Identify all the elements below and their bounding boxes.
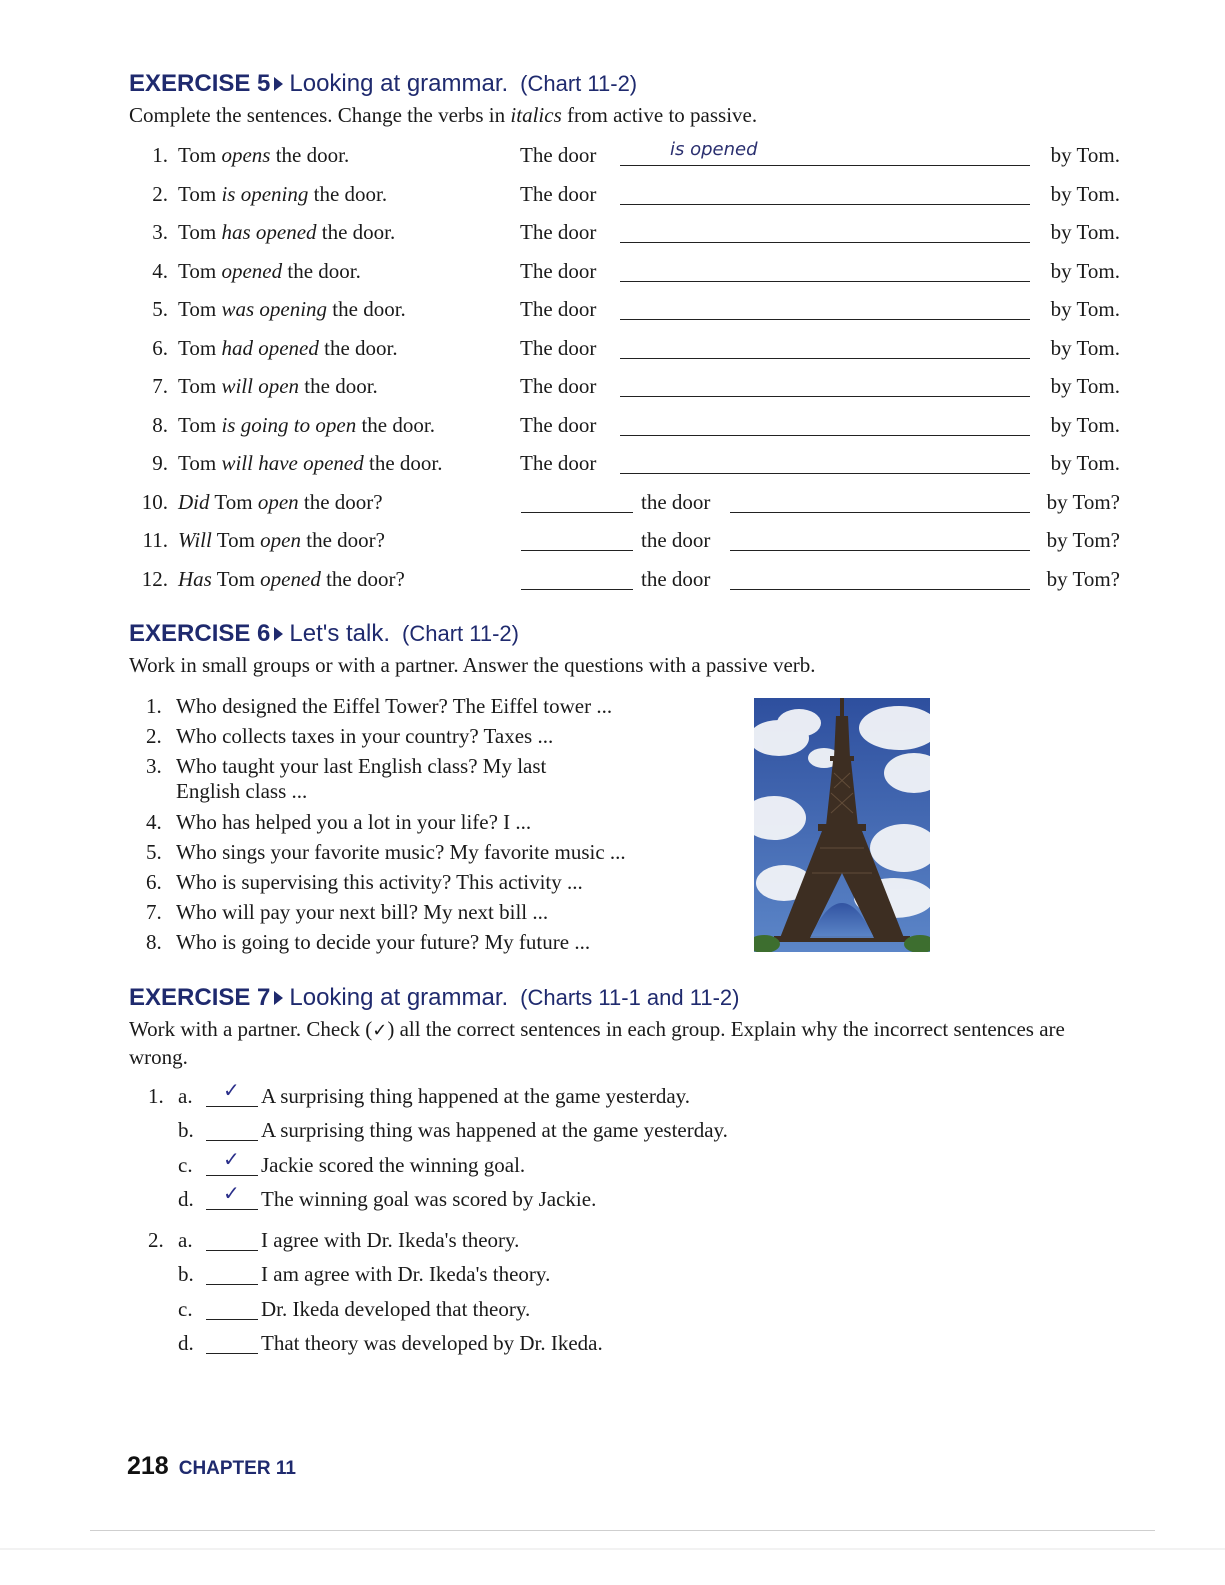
active-sentence xyxy=(178,220,395,245)
active-sentence xyxy=(178,297,406,322)
by-tom-label: by Tom. xyxy=(1050,143,1120,167)
exercise6-label: EXERCISE 6 xyxy=(129,620,271,647)
check-item xyxy=(148,1262,848,1292)
instruction-text-end: ) all the correct sentences in each group. Explain why the incorrect sentences are wrong. xyxy=(129,1017,1065,1069)
check-mark-icon: ✓ xyxy=(223,1078,240,1102)
sentence-verb: open xyxy=(257,489,299,514)
sentence-text: A surprising thing was happened at the game yesterday. xyxy=(261,1118,728,1143)
sentence-part: Tom xyxy=(211,566,261,591)
sentence-part: the door. xyxy=(327,297,406,321)
checkbox-blank[interactable] xyxy=(206,1230,258,1251)
exercise7-title: Looking at grammar. xyxy=(289,984,509,1011)
answer-blank[interactable] xyxy=(620,453,1030,474)
exercise5-chart-ref: (Chart 11-2) xyxy=(520,71,638,96)
item-letter: c. xyxy=(178,1296,193,1321)
answer-blank[interactable] xyxy=(620,338,1030,359)
exercise-row xyxy=(130,374,1120,412)
item-number: 7. xyxy=(146,900,162,924)
sentence-part: the door. xyxy=(316,220,396,244)
instruction-italic: italics xyxy=(510,103,562,127)
question-text: Who is supervising this activity? This activity ... xyxy=(176,870,583,894)
sentence-verb: will have opened xyxy=(221,451,364,475)
answer-text: is opened xyxy=(670,139,758,160)
active-sentence xyxy=(178,143,349,168)
sentence-part: Tom xyxy=(211,528,261,552)
door-label: the door xyxy=(641,489,711,514)
check-icon: ✓ xyxy=(372,1020,388,1041)
door-label: the door xyxy=(641,528,711,552)
check-item xyxy=(148,1078,848,1114)
door-label: The door xyxy=(520,335,597,360)
question-item xyxy=(146,724,726,749)
triangle-icon xyxy=(274,627,283,641)
item-number: 6. xyxy=(152,335,168,360)
exercise-row xyxy=(130,490,1120,528)
answer-blank[interactable] xyxy=(521,569,633,590)
exercise-row xyxy=(130,528,1120,566)
item-number: 4. xyxy=(146,810,162,834)
question-text: Who has helped you a lot in your life? I ... xyxy=(176,810,532,834)
item-number: 5. xyxy=(146,840,162,864)
sentence-verb: Will xyxy=(178,528,212,552)
exercise7-label: EXERCISE 7 xyxy=(129,984,271,1011)
active-sentence xyxy=(178,259,361,284)
question-text: English class ... xyxy=(176,779,308,803)
answer-blank[interactable] xyxy=(521,530,633,551)
exercise-row xyxy=(130,413,1120,451)
door-label: The door xyxy=(520,412,597,437)
exercise6-heading xyxy=(129,620,519,648)
checkbox-blank[interactable] xyxy=(206,1264,258,1285)
sentence-part: Tom xyxy=(178,181,222,206)
item-number: 11. xyxy=(142,528,168,552)
active-sentence xyxy=(178,374,378,399)
check-item xyxy=(148,1146,848,1183)
item-number: 12. xyxy=(141,566,168,591)
item-number: 7. xyxy=(152,374,168,398)
item-number: 6. xyxy=(146,870,162,894)
sentence-part: the door? xyxy=(320,566,405,591)
sentence-text: Jackie scored the winning goal. xyxy=(261,1152,526,1177)
sentence-text: That theory was developed by Dr. Ikeda. xyxy=(261,1330,603,1355)
instruction-text: Complete the sentences. Change the verbs in xyxy=(129,103,511,127)
sentence-part: Tom xyxy=(209,489,258,514)
door-label: the door xyxy=(641,566,711,591)
item-number: 2. xyxy=(152,181,168,206)
door-label: The door xyxy=(520,143,597,167)
exercise7-instruction xyxy=(129,1016,1119,1071)
sentence-part: Tom xyxy=(178,335,222,360)
question-text: Who will pay your next bill? My next bill ... xyxy=(176,900,549,924)
item-number: 1. xyxy=(146,694,162,718)
sentence-text: Dr. Ikeda developed that theory. xyxy=(261,1296,531,1321)
sentence-verb: Has xyxy=(178,566,212,591)
sentence-part: the door. xyxy=(270,143,350,167)
exercise7-heading xyxy=(129,984,739,1012)
question-item xyxy=(146,870,726,895)
active-sentence xyxy=(178,490,383,515)
sentence-text: I agree with Dr. Ikeda's theory. xyxy=(261,1228,520,1252)
active-sentence xyxy=(178,451,443,476)
answer-blank[interactable] xyxy=(620,261,1030,282)
item-number: 3. xyxy=(152,220,168,244)
sentence-verb: is going to open xyxy=(221,412,357,437)
by-tom-label: by Tom? xyxy=(1046,566,1120,591)
sentence-verb: had opened xyxy=(221,335,319,360)
question-item xyxy=(146,840,726,865)
active-sentence xyxy=(178,567,405,592)
by-tom-label: by Tom. xyxy=(1050,220,1120,244)
sentence-text: The winning goal was scored by Jackie. xyxy=(261,1186,597,1211)
answer-blank[interactable] xyxy=(620,415,1030,436)
page-number: 218 xyxy=(127,1452,169,1480)
door-label: The door xyxy=(520,374,597,398)
checkbox-blank[interactable] xyxy=(206,1120,258,1141)
sentence-part: the door? xyxy=(298,489,383,514)
group-number: 1. xyxy=(148,1084,164,1108)
active-sentence xyxy=(178,528,385,553)
answer-blank[interactable] xyxy=(620,184,1030,205)
sentence-text: I am agree with Dr. Ikeda's theory. xyxy=(261,1262,551,1287)
sentence-part: Tom xyxy=(178,412,222,437)
sentence-part: the door? xyxy=(301,528,385,552)
exercise-row xyxy=(130,297,1120,335)
sentence-part: the door. xyxy=(356,412,435,437)
question-item xyxy=(146,694,726,719)
door-label: The door xyxy=(520,258,597,283)
exercise6-title: Let's talk. xyxy=(289,620,391,647)
item-number: 3. xyxy=(146,754,162,778)
item-letter: a. xyxy=(178,1084,193,1108)
check-item xyxy=(148,1297,848,1327)
by-tom-label: by Tom. xyxy=(1050,335,1120,360)
sentence-part: the door. xyxy=(363,451,443,475)
check-item xyxy=(148,1180,848,1217)
item-letter: c. xyxy=(178,1152,193,1177)
item-letter: a. xyxy=(178,1228,193,1252)
item-number: 2. xyxy=(146,724,162,748)
sentence-part: Tom xyxy=(178,143,222,167)
by-tom-label: by Tom. xyxy=(1050,297,1120,321)
exercise7-chart-ref: (Charts 11-1 and 11-2) xyxy=(520,985,740,1010)
check-item xyxy=(148,1331,848,1361)
exercise5-label: EXERCISE 5 xyxy=(129,70,271,97)
exercise6-instruction: Work in small groups or with a partner. Answer the questions with a passive verb. xyxy=(129,653,816,677)
checkbox-blank[interactable] xyxy=(206,1299,258,1320)
answer-blank[interactable] xyxy=(620,376,1030,397)
sentence-part: Tom xyxy=(178,374,222,398)
eiffel-tower-image xyxy=(754,698,930,952)
check-mark-icon: ✓ xyxy=(223,1146,240,1171)
door-label: The door xyxy=(520,297,597,321)
sentence-text: A surprising thing happened at the game yesterday. xyxy=(261,1084,691,1108)
item-number: 5. xyxy=(152,297,168,321)
triangle-icon xyxy=(274,77,283,91)
check-mark-icon: ✓ xyxy=(223,1180,240,1205)
by-tom-label: by Tom. xyxy=(1050,258,1120,283)
exercise5-heading xyxy=(129,70,637,98)
instruction-text: Work with a partner. Check ( xyxy=(129,1017,373,1041)
item-letter: d. xyxy=(178,1186,194,1211)
item-number: 10. xyxy=(141,489,168,514)
active-sentence xyxy=(178,413,435,438)
checkbox-blank[interactable] xyxy=(206,1333,258,1354)
exercise-row xyxy=(130,336,1120,374)
by-tom-label: by Tom. xyxy=(1050,181,1120,206)
item-number: 1. xyxy=(152,143,168,167)
sentence-verb: open xyxy=(260,528,301,552)
chapter-label: CHAPTER 11 xyxy=(178,1458,296,1479)
active-sentence xyxy=(178,336,398,361)
question-item xyxy=(146,930,726,955)
by-tom-label: by Tom? xyxy=(1046,489,1120,514)
group-number: 2. xyxy=(148,1228,164,1252)
exercise-row xyxy=(130,259,1120,297)
item-letter: d. xyxy=(178,1330,194,1355)
sentence-part: Tom xyxy=(178,258,222,283)
by-tom-label: by Tom. xyxy=(1050,374,1120,398)
question-item xyxy=(146,754,726,804)
by-tom-label: by Tom. xyxy=(1050,451,1120,475)
question-text: Who sings your favorite music? My favorite music ... xyxy=(176,840,626,864)
item-number: 9. xyxy=(152,451,168,475)
question-text: Who designed the Eiffel Tower? The Eiffel tower ... xyxy=(176,694,613,718)
sentence-verb: opened xyxy=(221,258,283,283)
question-item xyxy=(146,900,726,925)
page-footer xyxy=(127,1452,296,1481)
sentence-part: Tom xyxy=(178,220,222,244)
answer-blank[interactable] xyxy=(620,139,1030,166)
exercise-row xyxy=(130,220,1120,258)
question-item xyxy=(146,810,726,835)
exercise-row xyxy=(130,567,1120,605)
answer-blank[interactable] xyxy=(730,492,1030,513)
door-label: The door xyxy=(520,181,597,206)
check-item xyxy=(148,1118,848,1148)
exercise6-chart-ref: (Chart 11-2) xyxy=(402,621,519,646)
exercise5-title: Looking at grammar. xyxy=(289,70,509,97)
exercise5-instruction xyxy=(129,102,1119,129)
exercise-row xyxy=(130,139,1120,181)
sentence-part: the door. xyxy=(299,374,378,398)
active-sentence xyxy=(178,182,387,207)
sentence-verb: has opened xyxy=(221,220,317,244)
sentence-part: Tom xyxy=(178,297,222,321)
answer-blank[interactable] xyxy=(620,299,1030,320)
instruction-text-end: from active to passive. xyxy=(561,103,758,127)
check-item xyxy=(148,1228,848,1258)
sentence-part: the door. xyxy=(318,335,398,360)
item-letter: b. xyxy=(178,1262,194,1287)
sentence-part: the door. xyxy=(282,258,361,283)
by-tom-label: by Tom. xyxy=(1050,412,1120,437)
divider xyxy=(0,1548,1225,1550)
exercise-row xyxy=(130,182,1120,220)
door-label: The door xyxy=(520,220,597,244)
sentence-part: Tom xyxy=(178,451,222,475)
sentence-verb: is opening xyxy=(221,181,309,206)
sentence-verb: will open xyxy=(221,374,300,398)
item-number: 4. xyxy=(152,258,168,283)
sentence-verb: Did xyxy=(178,489,210,514)
item-number: 8. xyxy=(146,930,162,954)
sentence-part: the door. xyxy=(308,181,388,206)
door-label: The door xyxy=(520,451,597,475)
exercise-row xyxy=(130,451,1120,489)
by-tom-label: by Tom? xyxy=(1046,528,1120,552)
question-text: Who is going to decide your future? My future ... xyxy=(176,930,591,954)
sentence-verb: opens xyxy=(221,143,271,167)
answer-blank[interactable] xyxy=(521,492,633,513)
question-text: Who collects taxes in your country? Taxes ... xyxy=(176,724,554,748)
item-number: 8. xyxy=(152,412,168,437)
answer-blank[interactable] xyxy=(730,530,1030,551)
question-text: Who taught your last English class? My last xyxy=(176,754,547,778)
sentence-verb: opened xyxy=(260,566,321,591)
item-letter: b. xyxy=(178,1118,194,1143)
triangle-icon xyxy=(274,991,283,1005)
sentence-verb: was opening xyxy=(221,297,328,321)
answer-blank[interactable] xyxy=(620,222,1030,243)
divider xyxy=(90,1530,1155,1531)
answer-blank[interactable] xyxy=(730,569,1030,590)
